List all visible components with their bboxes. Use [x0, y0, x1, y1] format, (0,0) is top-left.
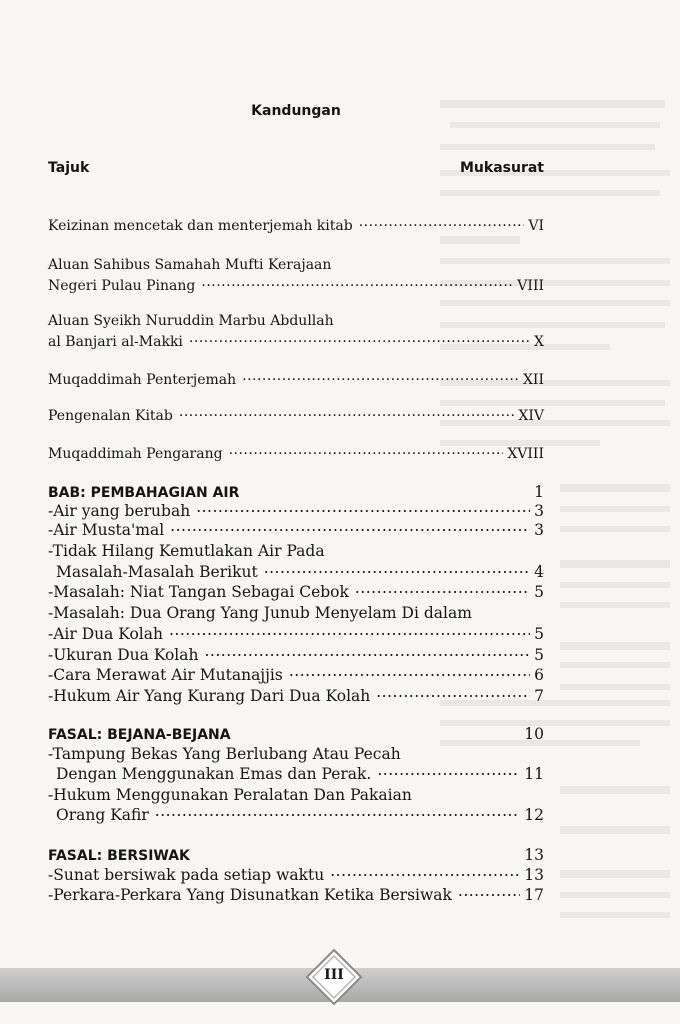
toc-entry-title: -Masalah: Niat Tangan Sebagai Cebok — [48, 583, 349, 601]
page-number: III — [324, 967, 344, 983]
toc-entry — [48, 862, 544, 884]
toc-entry-title: -Air Musta'mal — [48, 521, 165, 539]
leader-dots — [376, 683, 530, 701]
toc-entry-page: XVIII — [507, 446, 544, 462]
toc-entry — [48, 517, 544, 539]
toc-entry-title: Aluan Sahibus Samahah Mufti Kerajaan — [48, 257, 332, 273]
toc-entry-page: 5 — [534, 625, 544, 643]
toc-entry — [48, 882, 544, 904]
toc-entry-title: -Masalah: Dua Orang Yang Junub Menyelam Di dalam — [48, 604, 472, 622]
toc-entry-page: XII — [522, 372, 544, 388]
leader-dots — [155, 802, 521, 820]
leader-dots — [359, 214, 525, 230]
toc-entry-title: -Air yang berubah — [48, 502, 191, 520]
toc-entry-title: Dengan Menggunakan Emas dan Perak. — [56, 765, 372, 783]
toc-entry — [48, 402, 544, 424]
toc-entry-title: Negeri Pulau Pinang — [48, 278, 196, 294]
leader-dots — [264, 559, 530, 577]
toc-entry — [48, 328, 544, 350]
toc-entry-title: Pengenalan Kitab — [48, 408, 173, 424]
toc-entry — [48, 782, 544, 804]
toc-entry-page: 13 — [524, 866, 544, 884]
leader-dots — [229, 442, 504, 458]
toc-entry — [48, 621, 544, 643]
toc-entry-page: 6 — [534, 666, 544, 684]
toc-entry — [48, 307, 544, 329]
toc-entry — [48, 366, 544, 388]
column-header-page: Mukasurat — [460, 160, 544, 176]
toc-entry-page: 10 — [524, 725, 544, 743]
contents-heading: Kandungan — [251, 103, 341, 119]
toc-entry-page: 17 — [524, 886, 544, 904]
toc-entry-page: 7 — [534, 687, 544, 705]
toc-entry — [48, 683, 544, 705]
leader-dots — [170, 517, 530, 535]
leader-dots — [458, 882, 520, 900]
toc-entry — [56, 761, 544, 783]
leader-dots — [189, 330, 530, 346]
toc-section-title: FASAL: BERSIWAK — [48, 848, 190, 864]
toc-entry — [48, 272, 544, 294]
toc-entry-title: -Perkara-Perkara Yang Disunatkan Ketika Bersiwak — [48, 886, 452, 904]
toc-entry — [48, 251, 544, 273]
leader-dots — [196, 498, 530, 516]
toc-entry-title: Orang Kafir — [56, 806, 149, 824]
toc-entry-page: 3 — [534, 521, 544, 539]
toc-entry-page: 12 — [524, 806, 544, 824]
toc-entry-page: 5 — [534, 583, 544, 601]
leader-dots — [205, 642, 531, 660]
toc-entry-title: -Cara Merawat Air Mutanajjis — [48, 666, 283, 684]
toc-entry — [48, 741, 544, 763]
toc-entry-page: 4 — [534, 563, 544, 581]
toc-section-title: BAB: PEMBAHAGIAN AIR — [48, 485, 240, 501]
toc-entry-page: 1 — [534, 483, 544, 501]
toc-entry-title: Masalah-Masalah Berikut — [56, 563, 258, 581]
toc-section — [48, 721, 544, 743]
toc-entry-title: Keizinan mencetak dan menterjemah kitab — [48, 218, 353, 234]
toc-entry-title: Aluan Syeikh Nuruddin Marbu Abdullah — [48, 313, 334, 329]
toc-entry — [48, 538, 544, 560]
toc-entry — [56, 559, 544, 581]
toc-entry-title: Muqaddimah Penterjemah — [48, 372, 237, 388]
toc-entry-page: 5 — [534, 646, 544, 664]
toc-entry-title: -Tidak Hilang Kemutlakan Air Pada — [48, 542, 325, 560]
toc-entry-title: -Ukuran Dua Kolah — [48, 646, 199, 664]
toc-entry-title: Muqaddimah Pengarang — [48, 446, 223, 462]
leader-dots — [201, 274, 513, 290]
toc-entry-page: X — [534, 334, 544, 350]
toc-entry-title: -Sunat bersiwak pada setiap waktu — [48, 866, 325, 884]
toc-entry-title: -Hukum Menggunakan Peralatan Dan Pakaian — [48, 786, 412, 804]
toc-entry-title: -Tampung Bekas Yang Berlubang Atau Pecah — [48, 745, 401, 763]
toc-section — [48, 842, 544, 864]
column-header-title: Tajuk — [48, 160, 90, 176]
toc-entry — [48, 212, 544, 234]
toc-entry — [48, 642, 544, 664]
toc-entry-page: 11 — [524, 765, 544, 783]
toc-entry — [48, 440, 544, 462]
toc-entry-title: -Hukum Air Yang Kurang Dari Dua Kolah — [48, 687, 371, 705]
toc-entry — [56, 802, 544, 824]
toc-entry-page: 13 — [524, 846, 544, 864]
toc-entry-title: -Air Dua Kolah — [48, 625, 163, 643]
toc-entry — [48, 579, 544, 601]
toc-entry-page: VI — [528, 218, 544, 234]
toc-entry-title: al Banjari al-Makki — [48, 334, 183, 350]
toc-entry — [48, 662, 544, 684]
toc-entry-page: 3 — [534, 502, 544, 520]
leader-dots — [330, 862, 520, 880]
leader-dots — [289, 662, 530, 680]
toc-entry — [48, 600, 544, 622]
leader-dots — [242, 368, 519, 384]
leader-dots — [169, 621, 530, 639]
leader-dots — [377, 761, 520, 779]
toc-entry-page: VIII — [517, 278, 544, 294]
leader-dots — [179, 404, 515, 420]
toc-section-title: FASAL: BEJANA-BEJANA — [48, 727, 231, 743]
toc-entry-page: XIV — [518, 408, 544, 424]
leader-dots — [355, 579, 530, 597]
